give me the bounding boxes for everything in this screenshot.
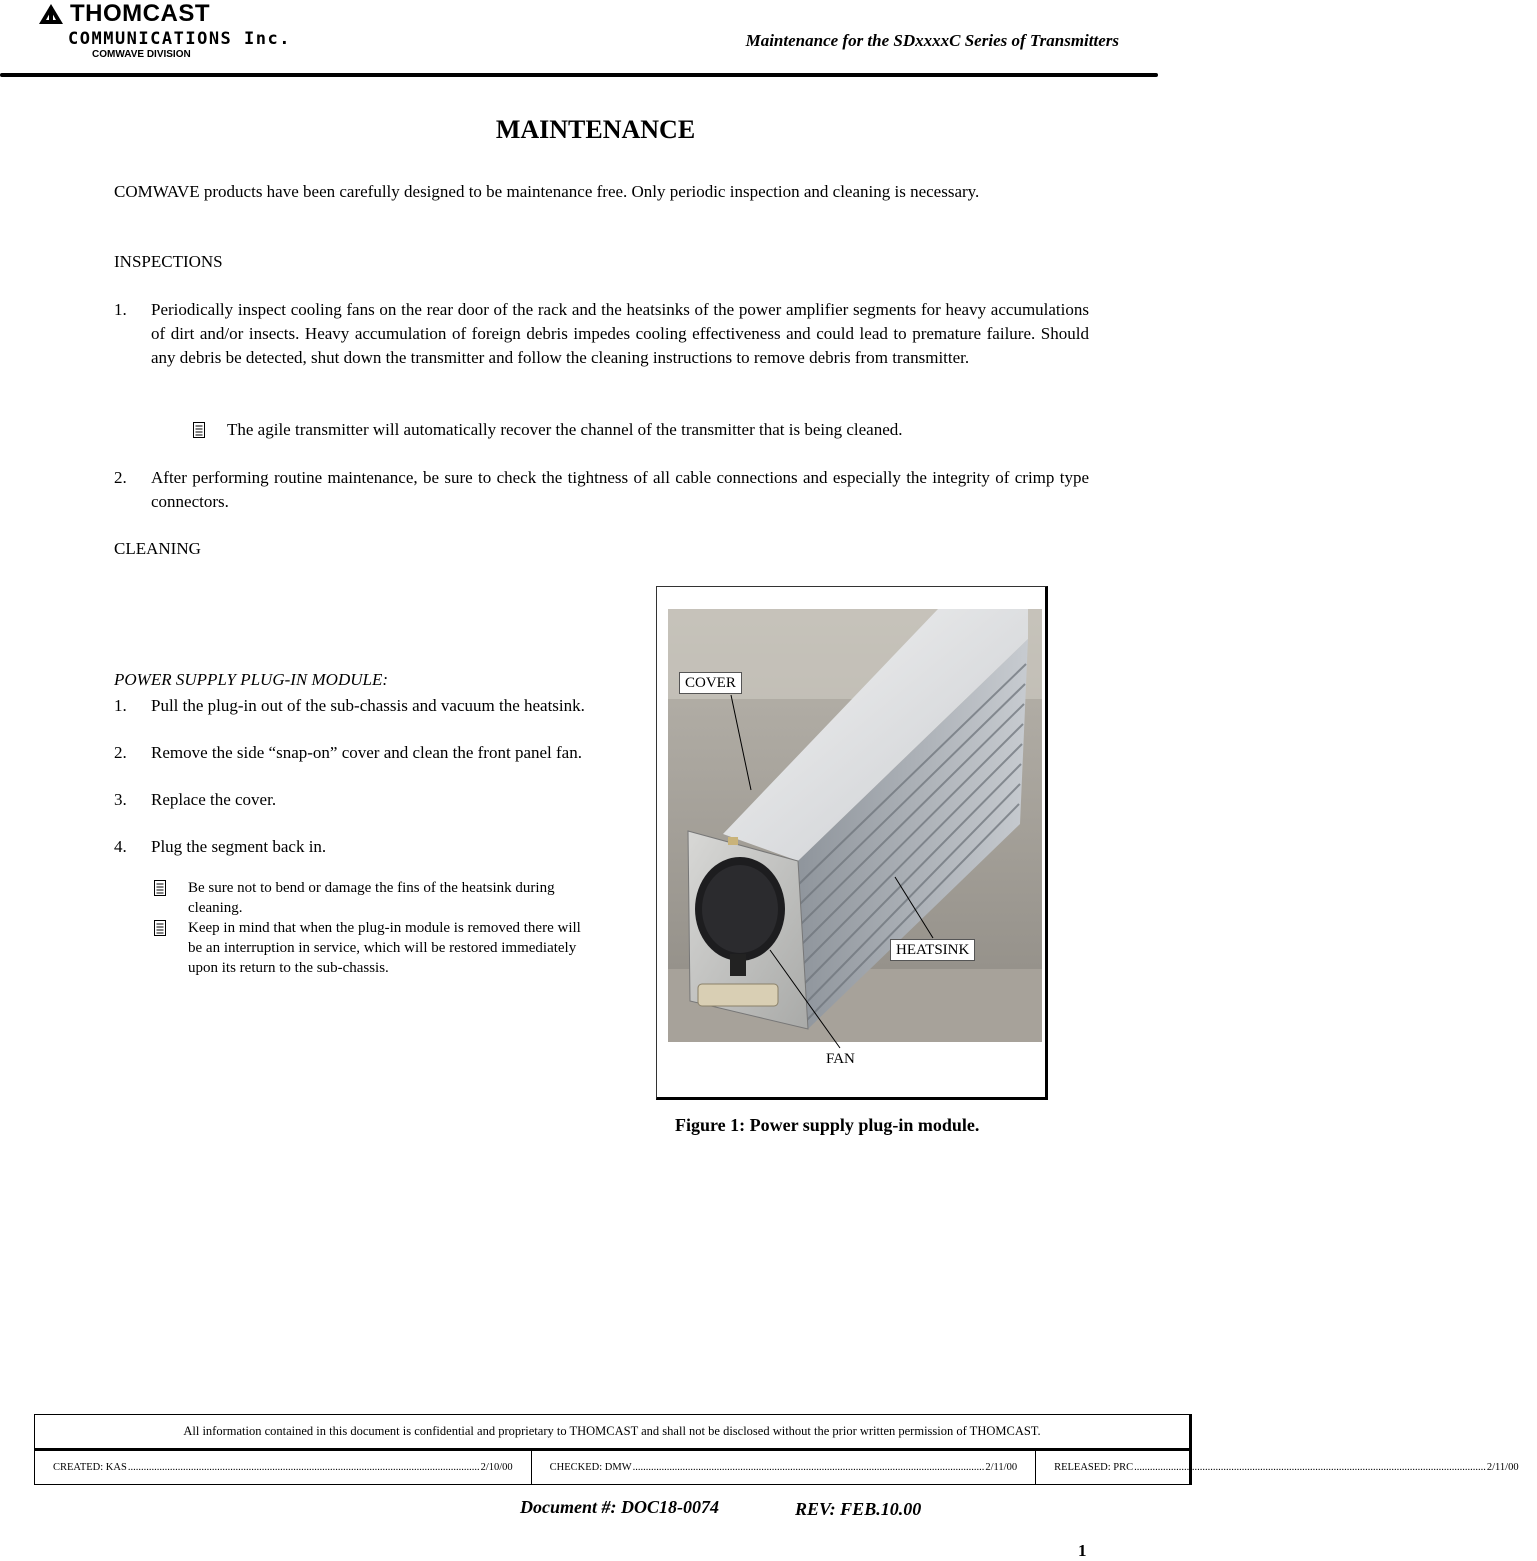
figure-caption: Figure 1: Power supply plug-in module.: [675, 1115, 980, 1135]
note-icon: [193, 422, 205, 438]
checked-label: CHECKED: DMW: [549, 1462, 632, 1473]
page-number: 1: [1078, 1541, 1087, 1560]
document-revision: REV: FEB.10.00: [795, 1499, 922, 1519]
cleaning-step: [114, 694, 590, 717]
thomcast-logo-icon: [38, 3, 64, 25]
cleaning-note: [154, 878, 590, 918]
note-icon: [154, 920, 166, 936]
step-number: 4.: [114, 837, 127, 856]
header-divider: [0, 73, 1158, 77]
released-date: 2/11/00: [1486, 1462, 1519, 1473]
note-text: Keep in mind that when the plug-in module is removed there will be an interruption in service, which will be restored immediately upon its return to the sub-chassis.: [188, 920, 581, 976]
cleaning-step: [114, 741, 590, 764]
module-subheading: POWER SUPPLY PLUG-IN MODULE:: [114, 670, 389, 689]
item-text: After performing routine maintenance, be sure to check the tightness of all cable connections and especially the integrity of crimp type connectors.: [151, 468, 1089, 511]
document-header-title: Maintenance for the SDxxxxC Series of Transmitters: [745, 31, 1119, 50]
step-text: Pull the plug-in out of the sub-chassis and vacuum the heatsink.: [151, 696, 585, 715]
step-text: Plug the segment back in.: [151, 837, 327, 856]
heatsink-label: HEATSINK: [890, 939, 975, 961]
step-number: 2.: [114, 743, 127, 762]
cleaning-step: [114, 788, 590, 811]
inspection-item: [114, 298, 1089, 370]
document-number: Document #: DOC18-0074: [520, 1497, 719, 1517]
created-cell: [35, 1451, 532, 1484]
created-label: CREATED: KAS: [53, 1462, 127, 1473]
inspections-heading: INSPECTIONS: [114, 252, 223, 271]
cleaning-step: [114, 835, 590, 858]
intro-paragraph: COMWAVE products have been carefully designed to be maintenance free. Only periodic inspection and cleaning is necessary.: [114, 182, 980, 201]
released-label: RELEASED: PRC: [1054, 1462, 1134, 1473]
company-name: THOMCAST: [70, 0, 210, 27]
page-title: MAINTENANCE: [495, 115, 696, 144]
note-text: The agile transmitter will automatically recover the channel of the transmitter that is being cleaned.: [227, 420, 903, 439]
checked-date: 2/11/00: [985, 1462, 1018, 1473]
step-text: Remove the side “snap-on” cover and clean the front panel fan.: [151, 743, 582, 762]
cover-label: COVER: [679, 672, 742, 694]
item-text: Periodically inspect cooling fans on the rear door of the rack and the heatsinks of the power amplifier segments for heavy accumulations of dirt and/or insects. Heavy accumulation of foreign debris impedes cooling effectiveness and could lead to premature failure. Should any debris be detected, shut down the transmitter and follow the cleaning instructions to remove debris from transmitter.: [151, 300, 1089, 367]
note-text: Be sure not to bend or damage the fins of the heatsink during cleaning.: [188, 880, 555, 916]
approval-row: [35, 1451, 1519, 1484]
inspection-note: [193, 419, 1073, 441]
checked-cell: [532, 1451, 1036, 1484]
step-number: 3.: [114, 790, 127, 809]
company-logo: [38, 2, 291, 61]
note-icon: [154, 880, 166, 896]
division-name: COMWAVE DIVISION: [92, 49, 191, 60]
footer-table: [34, 1414, 1519, 1485]
company-subtitle: COMMUNICATIONS Inc.: [68, 29, 291, 49]
confidentiality-notice: All information contained in this document is confidential and proprietary to THOMCAST and shall not be disclosed without the prior written permission of THOMCAST.: [35, 1415, 1189, 1451]
cleaning-heading: CLEANING: [114, 539, 201, 558]
step-text: Replace the cover.: [151, 790, 277, 809]
inspection-item: [114, 466, 1089, 514]
fan-label: FAN: [826, 1051, 855, 1067]
item-number: 2.: [114, 468, 127, 487]
cleaning-instructions: [114, 668, 590, 978]
released-cell: [1036, 1451, 1537, 1484]
created-date: 2/10/00: [480, 1462, 513, 1473]
step-number: 1.: [114, 696, 127, 715]
cleaning-note: [154, 918, 590, 978]
item-number: 1.: [114, 300, 127, 319]
